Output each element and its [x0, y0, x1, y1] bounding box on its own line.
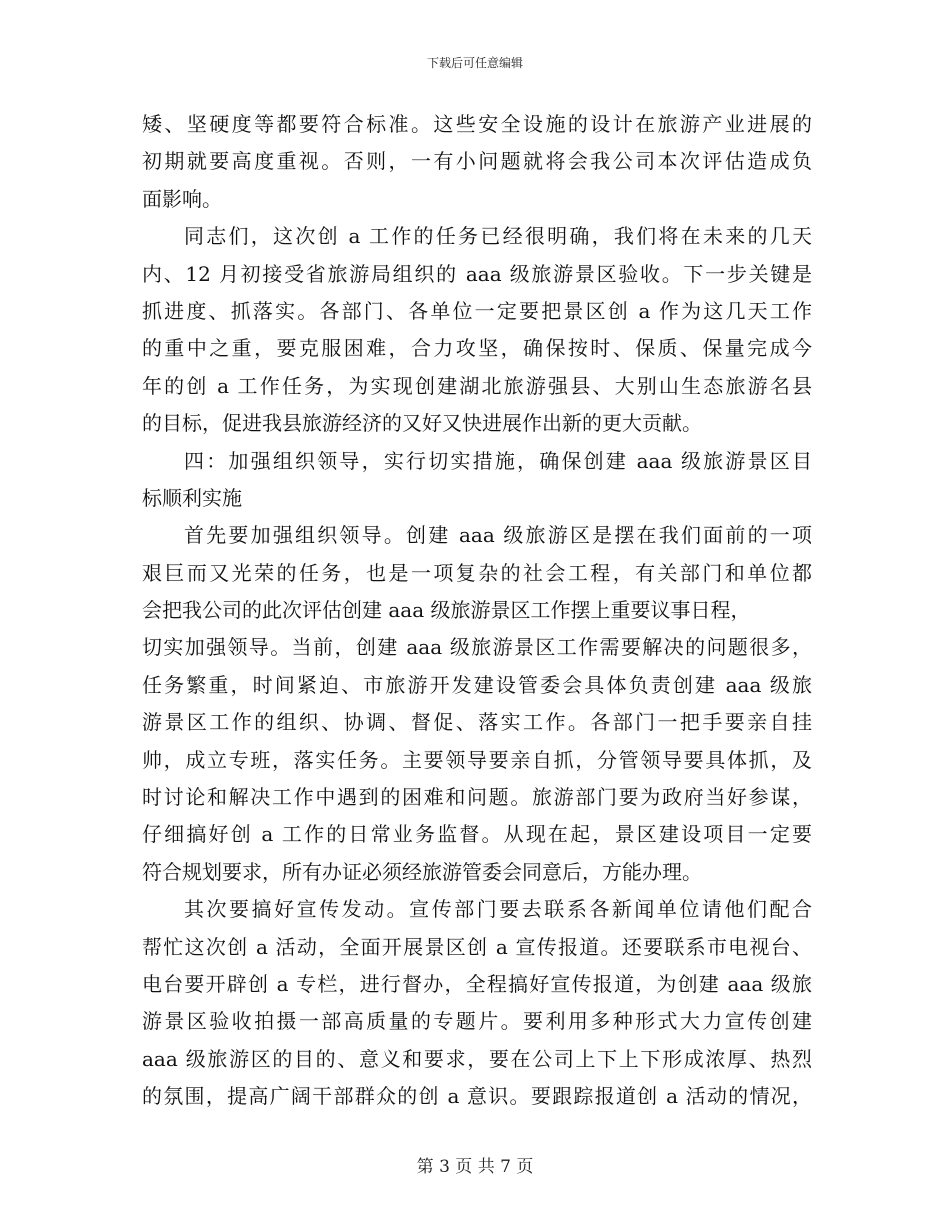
text-line: 帅，成立专班，落实任务。主要领导要亲自抓，分管领导要具体抓，及: [142, 747, 812, 772]
header-text: 下载后可任意编辑: [426, 56, 523, 70]
text-line: 切实加强领导。当前，创建 aaa 级旅游景区工作需要解决的问题很多，: [142, 635, 812, 660]
document-body: [142, 106, 812, 1116]
paragraph-5: [142, 891, 812, 1115]
text-line: 会把我公司的此次评估创建 aaa 级旅游景区工作摆上重要议事日程，: [142, 598, 751, 623]
page-header: [0, 54, 950, 71]
text-line: 标顺利实施: [142, 485, 242, 510]
text-line: 艰巨而又光荣的任务，也是一项复杂的社会工程，有关部门和单位都: [142, 560, 812, 585]
text-line: 初期就要高度重视。否则，一有小问题就将会我公司本次评估造成负: [142, 149, 812, 174]
text-line: 符合规划要求，所有办证必须经旅游管委会同意后，方能办理。: [142, 859, 702, 884]
paragraph-2: [142, 218, 812, 442]
text-line: 同志们，这次创 a 工作的任务已经很明确，我们将在未来的几天: [184, 224, 812, 249]
text-line: 电台要开辟创 a 专栏，进行督办，全程搞好宣传报道，为创建 aaa 级旅: [142, 971, 812, 996]
text-line: 仔细搞好创 a 工作的日常业务监督。从现在起，景区建设项目一定要: [142, 822, 812, 847]
text-line: 矮、坚硬度等都要符合标准。这些安全设施的设计在旅游产业进展的: [142, 112, 812, 136]
text-line: 年的创 a 工作任务，为实现创建湖北旅游强县、大别山生态旅游名县: [142, 373, 812, 398]
text-line: 的目标，促进我县旅游经济的又好又快进展作出新的更大贡献。: [142, 411, 702, 436]
section-heading: [142, 443, 812, 518]
text-line: 首先要加强组织领导。创建 aaa 级旅游区是摆在我们面前的一项: [184, 523, 812, 548]
text-line: 抓进度、抓落实。各部门、各单位一定要把景区创 a 作为这几天工作: [142, 298, 812, 323]
text-line: 的重中之重，要克服困难，合力攻坚，确保按时、保质、保量完成今: [142, 336, 812, 361]
text-line: 的氛围，提高广阔干部群众的创 a 意识。要跟踪报道创 a 活动的情况，: [142, 1084, 812, 1109]
text-line: 任务繁重，时间紧迫、市旅游开发建设管委会具体负责创建 aaa 级旅: [142, 672, 812, 697]
text-line: 游景区验收拍摄一部高质量的专题片。要利用多种形式大力宣传创建: [142, 1009, 812, 1034]
text-line: 四：加强组织领导，实行切实措施，确保创建 aaa 级旅游景区目: [184, 448, 812, 473]
text-line: 游景区工作的组织、协调、督促、落实工作。各部门一把手要亲自挂: [142, 710, 812, 735]
text-line: 帮忙这次创 a 活动，全面开展景区创 a 宣传报道。还要联系市电视台、: [142, 934, 812, 959]
text-line: 面影响。: [142, 186, 222, 211]
text-line: 内、12 月初接受省旅游局组织的 aaa 级旅游景区验收。下一步关键是: [142, 261, 812, 286]
paragraph-1: [142, 106, 812, 218]
page-footer: [0, 1152, 950, 1177]
page-number: 第 3 页 共 7 页: [416, 1157, 534, 1177]
text-line: 其次要搞好宣传发动。宣传部门要去联系各新闻单位请他们配合: [184, 897, 812, 922]
paragraph-4: [142, 517, 812, 891]
text-line: 时讨论和解决工作中遇到的困难和问题。旅游部门要为政府当好参谋，: [142, 785, 812, 810]
text-line: aaa 级旅游区的目的、意义和要求，要在公司上下上下形成浓厚、热烈: [142, 1046, 812, 1071]
